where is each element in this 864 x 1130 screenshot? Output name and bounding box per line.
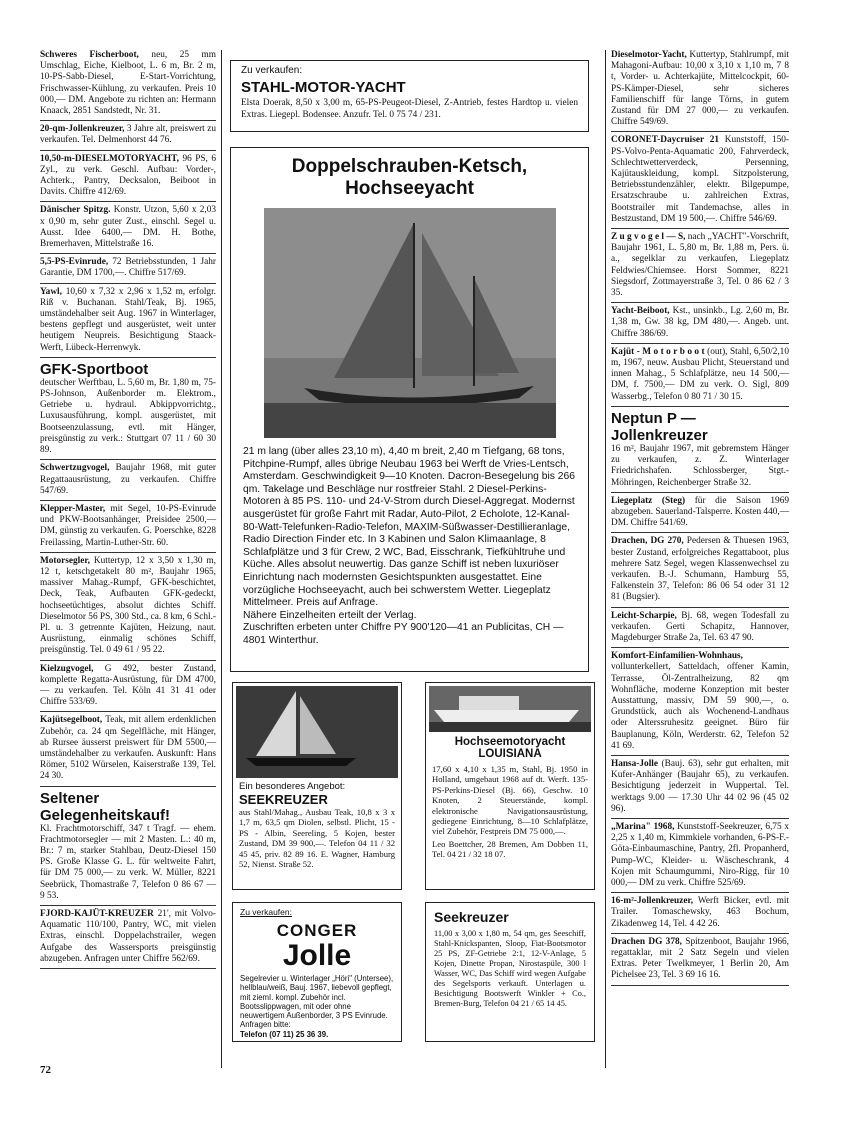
ad-seekreuzer-stahl-knick <box>425 902 595 1042</box>
classified-ad <box>40 664 216 713</box>
ad-body: Spitzenboot, Baujahr 1966, regattaklar, mit 2 Satz Segeln und vielen Extras. Peter Twelkmeyer, 1 Berlin 20, Am Pichelsee 23, Tel. 3 69 16 16. <box>611 936 790 981</box>
classified-ad <box>40 463 216 501</box>
louisiana-text: 17,60 x 4,10 x 1,35 m, Stahl, Bj. 1950 in Holland, umgebaut 1968 auf dt. Werft. 135-PS-Perkins-Diesel (Bj. 66), Geschw. 10 Knoten, 2 Steuerstände, kompl. elektronische Navigationsausrüstung, gediegene Einrichtung, 8—10 Schlafplätze, viel Zubehör, Festpreis DM 75 000,—. <box>432 764 588 837</box>
ad-headline: 10,50-m-DIESELMOTORYACHT, <box>40 153 179 164</box>
classified-ad <box>611 410 789 493</box>
ad-headline: Hansa-Jolle <box>611 758 659 769</box>
seekreuzer-sail-image <box>236 686 398 778</box>
stahl-text: Elsta Doerak, 8,50 x 3,00 m, 65-PS-Peugeot-Diesel, Z-Antrieb, festes Hardtop u. vielen Extras. Liegepl. Bodensee. Anzufr. Tel. 0 75 74 / 231. <box>241 98 578 120</box>
classified-ad <box>40 790 216 906</box>
seekreuzer1-label: Ein besonderes Angebot: <box>239 781 346 792</box>
ketsch-sail-image <box>264 208 556 438</box>
ad-headline: Liegeplatz (Steg) <box>611 495 686 506</box>
ad-body: Kunststoff-Seekreuzer, 6,75 x 2,25 x 1,40 m, Kimmkiele vorhanden, 6-PS-F.-Göta-Einbaumaschine, Pantry, 2fl. Propanherd, Pump-WC, Kleider- u. Wäscheschrank, 4 Kojen mit Schaumgummi, Niro-Rigg, für 10 000,— DM zu verk. Chiffre 525/69. <box>611 821 789 888</box>
ad-body: Kst., unsinkb., Lg. 2,60 m, Br. 1,38 m, Gw. 38 kg, DM 480,—. Angeb. unt. Chiffre 386/69. <box>611 306 789 339</box>
stahl-label: Zu verkaufen: <box>241 65 303 76</box>
ad-body: nach „YACHT"-Vorschrift, Baujahr 1961, L. 5,80 m, Br. 1,88 m, Pers. ü. a., segelklar zu verkaufen, Liegeplatz Feldwies/Chiemsee. Horst Sommer, 8221 Siegsdorf, Zottmayerstraße 3, Tel. 0 86 62 / 3 35. <box>611 232 789 299</box>
ad-headline: CORONET-Daycruiser 21 <box>611 135 720 146</box>
ad-body: Kl. Frachtmotorschiff, 347 t Tragf. — ehem. Frachtmotorsegler — mit 2 Masten. L.: 40 m, Br.: 7 m, starker Stahlbau, Deutz-Diesel 150 PS. Große Klasse G. L. für weltweite Fahrt, für DM 75 000,— zu verk. W. Müller, 8221 Seebrück, Thomastraße 7, Telefon 0 86 67 — 9 53. <box>40 823 216 901</box>
seekreuzer-photo <box>236 686 398 778</box>
ad-body: 21', mit Volvo-Aquamatic 110/100, Pantry, WC, mit vielen Extras, einschl. Doppelachstrailer, wegen Aufgabe des Wassersports preisgünstig abzugeben. Anfragen unter Chiffre 562/69. <box>40 909 216 964</box>
classified-ad <box>611 759 789 819</box>
ad-headline: 20-qm-Jollenkreuzer, <box>40 124 125 135</box>
classified-ad <box>611 822 789 893</box>
classified-ad <box>40 556 216 661</box>
classified-ad <box>40 50 216 121</box>
seekreuzer1-title: SEEKREUZER <box>239 792 328 807</box>
classified-ad <box>40 715 216 786</box>
ad-headline: Yawl, <box>40 286 62 297</box>
ketsch-title-1: Doppelschrauben-Ketsch, <box>291 156 528 177</box>
ketsch-contact: Zuschriften erbeten unter Chiffre PY 900'120—41 an Publicitas, CH — 4801 Winterthur. <box>243 622 564 646</box>
column-rule-left <box>221 50 222 1068</box>
ad-headline: 16-m²-Jollenkreuzer, <box>611 896 694 907</box>
ad-headline: Klepper-Master, <box>40 503 106 514</box>
ad-headline: FJORD-KAJÜT-KREUZER <box>40 909 154 919</box>
classified-ad <box>40 205 216 254</box>
ad-headline: Drachen, DG 270, <box>611 536 684 547</box>
classified-ad <box>40 154 216 203</box>
ad-body: Baujahr 1968, mit guter Regattaausrüstung, zu verkaufen. Chiffre 547/69. <box>40 463 216 496</box>
ad-headline-large: GFK-Sportboot <box>40 360 149 378</box>
classified-ad <box>611 496 789 534</box>
classified-ad <box>40 504 216 553</box>
louisiana-title-1: Hochseemotoryacht <box>454 736 566 748</box>
classified-ad <box>40 361 216 460</box>
classified-ad <box>611 896 789 934</box>
ad-headline-large: Neptun P — Jollenkreuzer <box>611 409 708 444</box>
ad-body: Pedersen & Thuesen 1963, bester Zustand, erfolgreiches Regattaboot, plus mehrere Satz Segel, wegen Klassenwechsel zu verkaufen. B.-J. Schumann, Hamburg 55, Falkenstein 37, Telefon: 86 06 54 oder 31 12 81 (Bugsier). <box>611 536 789 603</box>
classified-ad <box>611 306 789 344</box>
ad-body: G 492, bester Zustand, komplette Regatta-Ausrüstung, für DM 4700,— zu verkaufen. Tel. Köln 41 31 41 oder Chiffre 533/69. <box>40 663 216 708</box>
conger-text: Segelrevier u. Winterlager „Höri" (Untersee), hellblau/weiß, Bauj. 1967, liebevoll gepflegt, mit ziemI. kompl. Zubehör incl. Bootsslippwagen, mit oder ohne neuwertigem Außenborder, 3 PS Evinrude. Anfragen bitte: <box>240 974 394 1030</box>
ad-body: Kunststoff, 150-PS-Volvo-Penta-Aquamatic 200, Fahrverdeck, Schlechtwetterverdeck, Persenning, Kajütauskleidung, kompl. Sitzpolsterung, Betriebsstundenzähler, elektr. Bilgepumpe, Ersatzschraube u. zahlreichen Extras, Bootstrailer mit Tandemachse, alles in Bestzustand, DM 19 500,—. Chiffre 546/69. <box>611 135 789 224</box>
classified-ad <box>40 287 216 358</box>
ad-body: für die Saison 1969 abzugeben. Sauerland-Talsperre. Kosten 440,— DM. Chiffre 541/69. <box>611 495 789 529</box>
ad-headline: „Marina" 1968, <box>611 821 675 832</box>
classified-ad <box>611 937 789 986</box>
left-classified-column <box>40 50 216 972</box>
ad-body: 3 Jahre alt, preiswert zu verkaufen. Tel. Delmenhorst 44 76. <box>40 124 216 146</box>
louisiana-title-2: LOUISIANA <box>478 748 542 760</box>
ad-headline: Dieselmotor-Yacht, <box>611 50 687 60</box>
ad-headline: Leicht-Scharpie, <box>611 610 677 621</box>
classified-ad <box>611 347 789 407</box>
ad-headline: 5,5-PS-Evinrude, <box>40 257 109 268</box>
classified-ad <box>40 124 216 150</box>
ad-body: Kuttertyp, 12 x 3,50 x 1,30 m, 12 t, ketschgetakelt 80 m², Baujahr 1965, massiver Mahag.-Rumpf, GFK-beschichtet, Deck, Teak, Aufbauten GFK-gedeckt, hochseetüchtiges, absolut dichtes Schiff. Dieselmotor 56 PS, 300 Std., ca. 8 km, 6 Schl.-Pl. u. 3 getrennte Kajüten, Heizung, naut. Ausrüstung, einmalig schönes Schiff, preisgünstig. Tel. 0 49 61 / 95 22. <box>40 555 216 656</box>
ad-seekreuzer-stahl <box>232 682 402 890</box>
conger-phone: Telefon (07 11) 25 36 39. <box>240 1029 329 1039</box>
ad-headline: Yacht-Beiboot, <box>611 306 670 317</box>
ketsch-text: 21 m lang (über alles 23,10 m), 4,40 m breit, 2,40 m Tiefgang, 68 tons, Pitchpine-Rumpf, alles übrige Neubau 1963 bei Werft de Vries-Lentsch, Amsterdam. Geschwindigkeit 9—10 Knoten. Dacron-Besegelung bis 266 qm. Takelage und Beschläge nur rostfreier Stahl. 2 Diesel-Perkins-Motoren à 85 PS. 110- und 24-V-Strom durch Diesel-Aggregat. Modernst ausgerüstet für große Fahrt mit Radar, Auto-Pilot, 2 Echolote, 12-Kanal-80-Watt-Telefunken-Radio-Telefon, MAXIM-Süßwasser-Destillieranlage, Radio Direction Finder etc. In 3 Kabinen und Salon Klimaanlage, 8 Schlafplätze und 3 für Crew, 2 WC, Bad, Eisschrank, Tiefkühltruhe und Küche. Alles absolut neuwertig. Das ganze Schiff ist neben luxuriöser Einrichtung nach modernsten Gesichtspunkten ausgestattet. Eine vorzügliche Hochseeyacht, auch bei schwerstem Wetter. Liegeplatz Mittelmeer. Preis auf Anfrage. <box>243 446 575 609</box>
louisiana-contact: Leo Boettcher, 28 Bremen, Am Dobben 11, Tel. 04 21 / 32 18 07. <box>432 838 588 860</box>
conger-title-2: Jolle <box>282 939 352 972</box>
ad-body: 10,60 x 7,32 x 2,96 x 1,52 m, erfolgr. Riß v. Buchanan. Stahl/Teak, Bj. 1965, umständehalber seit Aug. 1967 in Winterlager, bestens gepflegt und ausgerüstet, weit unter heutigem Neupreis. Besichtigung Staack-Werft, Lübeck-Herrenwyk. <box>40 286 216 353</box>
classified-ad <box>611 536 789 607</box>
classified-ad <box>611 50 789 132</box>
ad-body: 96 PS, 6 Zyl., zu verk. Geschl. Aufbau: Vorder-, Achterk., Pantry, Decksalon, Beiboot in Davits. Chiffre 412/69. <box>40 153 216 198</box>
ad-body: deutscher Werftbau, L. 5,60 m, Br. 1,80 m, 75-PS-Johnson, Außenborder m. Elektrom., Getriebe u. hydraul. Abkippvorrichtg., Luxusausführung, kompl. ausgerüstet, mit Bootseenzulassung, evtl. mit Hänger, preisgünstig zu verk.: Stuttgart 07 11 / 60 30 89. <box>40 377 216 456</box>
ad-louisiana <box>425 682 595 890</box>
seekreuzer2-title: Seekreuzer <box>434 909 509 925</box>
ad-body: (out), Stahl, 6,50/2,10 m, 1967, neuw. Ausbau Plicht, Steuerstand und innen Mahag., 5 Schlafplätze, neu 14 500,— DM, f. 7500,— DM zu verk. O. Sigl, 809 Wasserbg., Telefon 0 80 71 / 30 15. <box>611 346 789 402</box>
ad-headline: Komfort-Einfamilien-Wohnhaus, <box>611 651 743 662</box>
ad-headline: Kajüt - M o t o r b o o t <box>611 346 705 357</box>
ad-body: Werft Bicker, evtl. mit Trailer. Tomaschewsky, 463 Bochum, Zikadenweg 14, Tel. 4 42 26. <box>611 896 789 929</box>
ad-ketsch <box>230 147 589 672</box>
ad-body: Bj. 68, wegen Todesfall zu verkaufen. Gerti Schapitz, Hannover, Magdeburger Straße 2a, Tel. 63 47 90. <box>611 610 789 643</box>
louisiana-yacht-image <box>429 686 591 732</box>
ad-body: 72 Betriebsstunden, 1 Jahr Garantie, DM 1700,—. Chiffre 517/69. <box>40 257 216 279</box>
ad-headline: Drachen DG 378, <box>611 936 682 947</box>
ad-headline: Schwertzugvogel, <box>40 463 110 474</box>
ketsch-details: Nähere Einzelheiten erteilt der Verlag. <box>243 609 417 621</box>
right-classified-column <box>611 50 789 989</box>
ad-body: (Bauj. 63), sehr gut erhalten, mit Kufer-Anhänger (Baujahr 65), zu verkaufen. Besichtigung jederzeit in Wuppertal. Tel. werktags 9.00 — 17.30 Uhr 44 02 96 (45 02 96). <box>611 758 789 814</box>
ad-headline: Z u g v o g e l — S, <box>611 232 686 243</box>
seekreuzer1-text: aus Stahl/Mahag., Ausbau Teak, 10,8 x 3 x 1,7 m, 63,5 qm Diolen, selbstl. Plicht, 15 - PS - Albin, Seereling, 5 Kojen, bester Zustand, DM 39 900,—. Telefon 04 11 / 32 45 45, priv. 82 89 16. E. Wagner, Hamburg 52, Nienst. Straße 52. <box>239 807 395 870</box>
louisiana-photo <box>429 686 591 732</box>
classified-ad <box>611 135 789 229</box>
conger-label: Zu verkaufen: <box>240 907 292 917</box>
ad-headline: Kajütsegelboot, <box>40 715 103 726</box>
ad-headline: Motorsegler, <box>40 555 90 566</box>
ad-body: Kuttertyp, Stahlrumpf, mit Mahagoni-Aufbau: 10,00 x 3,10 x 1,10 m, 7 8 t, Vorder- u. Achterkajüte, Mittelcockpit, 60-PS-Kämper-Diesel, sehr sicheres Familienschiff für lange Törns, in gutem Zustand für DM 27 000,— zu verkaufen. Chiffre 549/69. <box>611 50 789 128</box>
ad-conger-jolle <box>232 902 402 1042</box>
ketsch-title-2: Hochseeyacht <box>345 178 474 199</box>
page-number: 72 <box>40 1064 51 1076</box>
ketsch-photo <box>264 208 556 438</box>
ad-body: vollunterkellert, Satteldach, offener Kamin, Terrasse, Öl-Zentralheizung, 82 qm Wohnfläche, moderne Konzeption mit bester Ausstattung, massiv, DM 59 900,—, o. Grundstück, auch als Wochenend-Landhaus oder Alterssruhesitz geeignet. Büro für Bauplanung, Köln, Werderstr. 62, Telefon 52 41 69. <box>611 662 789 751</box>
classified-ad <box>40 909 216 969</box>
ad-headline: Schweres Fischerboot, <box>40 50 139 60</box>
classified-ad <box>611 611 789 649</box>
conger-title-1: CONGER <box>276 921 358 940</box>
ad-body: neu, 25 mm Umschlag, Eiche, Kielboot, L. 6 m, Br. 2 m, 10-PS-Sabb-Diesel, E-Start-Vorrichtung, Frischwasser-Kühlung, zu verkaufen. Preis 10 000,— DM. Angebote zu richten an: Hermann Knaack, 2851 Sandstedt, Nr. 31. <box>40 50 216 117</box>
ad-headline-large: Seltener Gelegenheitskauf! <box>40 789 171 824</box>
ad-headline: Kielzugvogel, <box>40 663 94 674</box>
ad-stahl-motor-yacht <box>230 60 589 132</box>
ad-body: 16 m², Baujahr 1967, mit gebremstem Hänger zu verkaufen, z. Z. Winterlager Friedrichshafen. Schlossberger, Stgt.-Möhringen, Reichenberger Straße 32. <box>611 443 789 488</box>
ad-body: Konstr. Utzon, 5,60 x 2,03 x 0,90 m, sehr guter Zust., einschl. Segel u. Ausst. Idee 6400,— DM. H. Bothe, Bremerhaven, Mittelstraße 16. <box>40 205 216 250</box>
ad-body: Teak, mit allem erdenklichen Zubehör, ca. 24 qm Segelfläche, mit Hänger, ab Rursee äusserst preiswert für DM 5500,— umständehalber zu verkaufen. Auskunft: Hans Römer, 5102 Würselen, Kaiserstraße 139, Tel. 24 30. <box>40 715 216 782</box>
stahl-title: STAHL-MOTOR-YACHT <box>241 79 406 96</box>
classified-ad <box>611 651 789 756</box>
seekreuzer2-text: 11,00 x 3,00 x 1,80 m, 54 qm, ges Seeschiff, Stahl-Knickspanten, Sloop, Fiat-Bootsmotor 25 PS, ZF-Getriebe 2:1, 12-V-Anlage, 5 Kojen, Dinette Propan, Nirostaspüle, 300 l Wasser, WC, Das Schiff wird wegen Aufgabe des Segelsports verkauft. Unterlagen u. Besichtigung Bootswerft Winkler + Co., Bremen-Burg, Telefon 04 21 / 65 14 45. <box>434 929 586 1008</box>
ad-body: mit Segel, 10-PS-Evinrude und PKW-Bootsanhänger, Preisidee 2500,— DM, günstig zu verkaufen. G. Poerschke, 8228 Freilassing, Martin-Luther-Str. 60. <box>40 503 216 548</box>
classified-ad <box>611 232 789 303</box>
classified-ad <box>40 257 216 283</box>
ad-headline: Dänischer Spitzg. <box>40 205 111 216</box>
column-rule-right <box>605 50 606 1068</box>
